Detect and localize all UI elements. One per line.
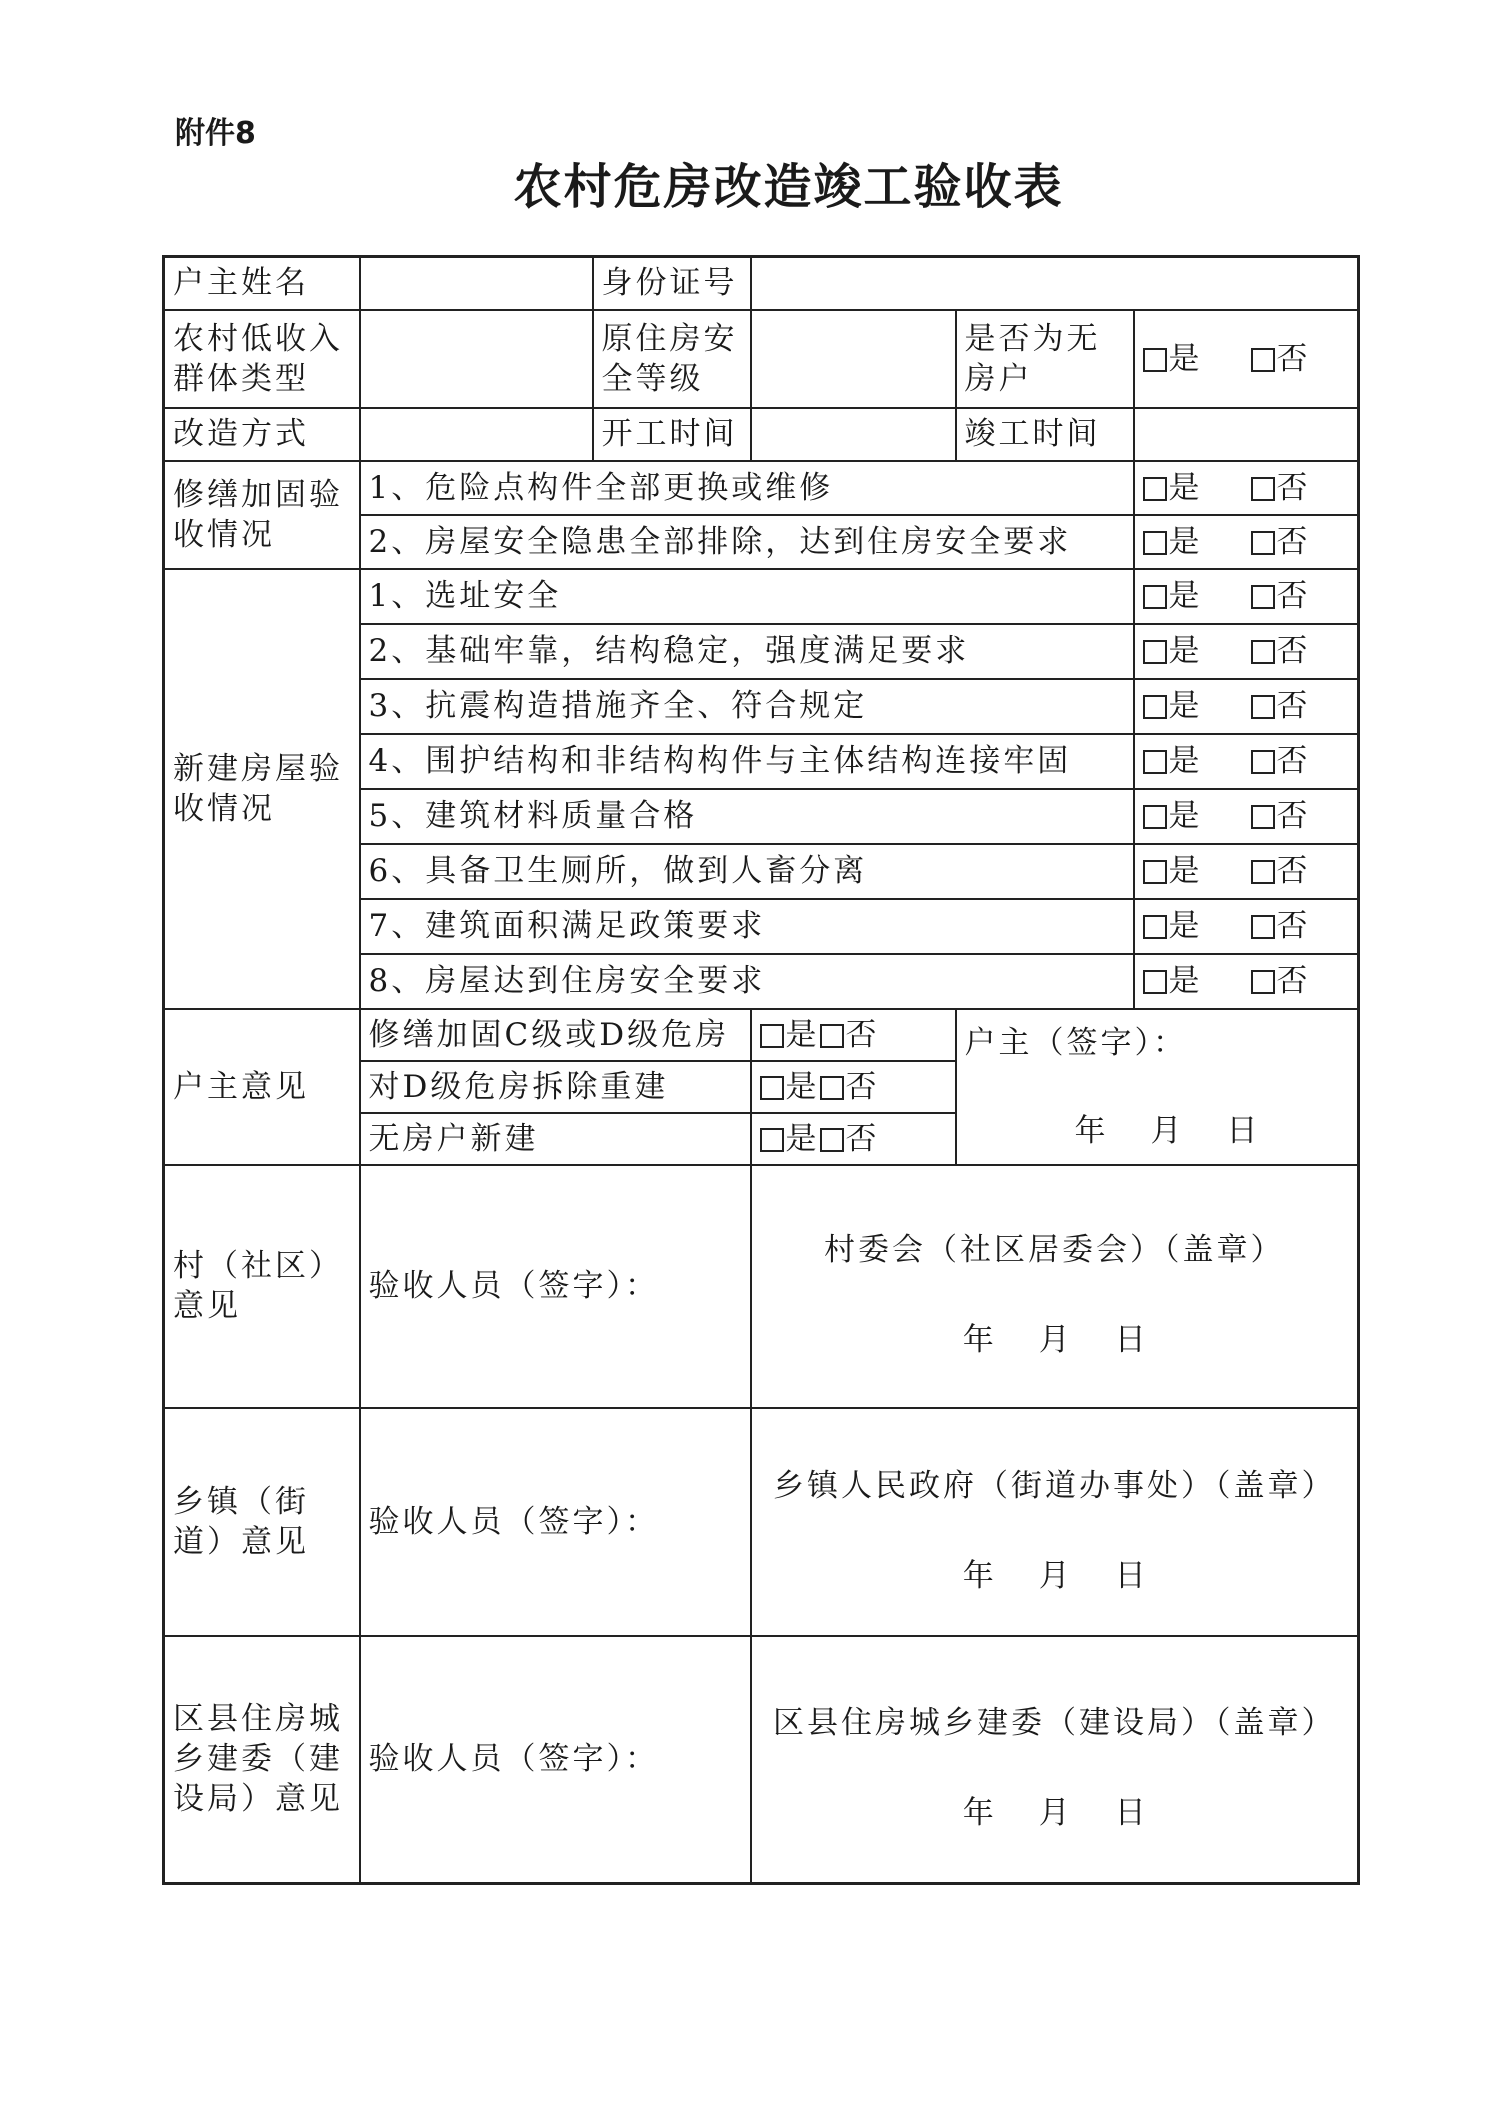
- checkbox[interactable]: [1143, 531, 1167, 555]
- owner-opinion-choice: [751, 1061, 956, 1113]
- newbuild-item: 4、围护结构和非结构构件与主体结构连接牢固: [360, 734, 1134, 789]
- newbuild-item-choice: [1134, 734, 1359, 789]
- owner-opinion-label: 户主意见: [164, 1009, 360, 1165]
- checkbox[interactable]: [760, 1128, 784, 1152]
- village-row: [164, 1165, 1359, 1408]
- id-number-label: 身份证号: [593, 257, 751, 310]
- checkbox[interactable]: [1143, 805, 1167, 829]
- checkbox[interactable]: [1251, 348, 1275, 372]
- end-time-label: 竣工时间: [956, 408, 1134, 461]
- town-stamp-label: 乡镇人民政府（街道办事处）（盖章）: [773, 1467, 1336, 1504]
- group-type-label: 农村低收入群体类型: [164, 310, 360, 408]
- checkbox[interactable]: [1251, 915, 1275, 939]
- village-label: 村（社区）意见: [164, 1165, 360, 1408]
- checkbox[interactable]: [1251, 640, 1275, 664]
- no-house-label: 是否为无房户: [956, 310, 1134, 408]
- town-row: [164, 1408, 1359, 1636]
- yes-option[interactable]: 是: [1143, 522, 1203, 562]
- no-option[interactable]: 否: [1251, 741, 1311, 781]
- group-type-field[interactable]: [360, 310, 593, 408]
- owner-opinion-item: 修缮加固C级或D级危房: [360, 1009, 751, 1061]
- checkbox[interactable]: [1251, 805, 1275, 829]
- checkbox[interactable]: [1143, 585, 1167, 609]
- repair-label: 修缮加固验收情况: [164, 461, 360, 569]
- yes-option[interactable]: 是: [760, 1067, 820, 1107]
- town-label: 乡镇（街道）意见: [164, 1408, 360, 1636]
- checkbox[interactable]: [1143, 477, 1167, 501]
- yes-option[interactable]: 是: [1143, 686, 1203, 726]
- owner-signature-cell[interactable]: [956, 1009, 1359, 1165]
- newbuild-item: 3、抗震构造措施齐全、符合规定: [360, 679, 1134, 734]
- no-option[interactable]: 否: [1251, 961, 1311, 1001]
- newbuild-item-choice: [1134, 844, 1359, 899]
- acceptance-form-table: [162, 255, 1360, 1885]
- yes-option[interactable]: 是: [1143, 851, 1203, 891]
- newbuild-item: 6、具备卫生厕所，做到人畜分离: [360, 844, 1134, 899]
- yes-option[interactable]: 是: [1143, 576, 1203, 616]
- county-stamp-label: 区县住房城乡建委（建设局）（盖章）: [773, 1705, 1336, 1742]
- method-field[interactable]: [360, 408, 593, 461]
- repair-item: 2、房屋安全隐患全部排除，达到住房安全要求: [360, 515, 1134, 569]
- yes-option[interactable]: 是: [1143, 961, 1203, 1001]
- newbuild-item: 2、基础牢靠，结构稳定，强度满足要求: [360, 624, 1134, 679]
- yes-option[interactable]: 是: [760, 1119, 820, 1159]
- county-date: 年 月 日: [962, 1795, 1146, 1832]
- attachment-label: 附件8: [175, 116, 256, 151]
- newbuild-item: 1、选址安全: [360, 569, 1134, 624]
- row-owner: [164, 257, 1359, 310]
- yes-option[interactable]: 是: [760, 1015, 820, 1055]
- owner-opinion-choice: [751, 1113, 956, 1165]
- start-time-field[interactable]: [751, 408, 956, 461]
- no-option[interactable]: 否: [1251, 851, 1311, 891]
- repair-row: [164, 461, 1359, 515]
- village-inspector-signature[interactable]: 验收人员（签字）：: [360, 1165, 751, 1408]
- no-option[interactable]: 否: [1251, 522, 1311, 562]
- owner-opinion-row: [164, 1009, 1359, 1061]
- checkbox[interactable]: [1143, 970, 1167, 994]
- id-number-field[interactable]: [751, 257, 1359, 310]
- newbuild-item-choice: [1134, 954, 1359, 1009]
- owner-signature-label: 户主（签字）：: [964, 1024, 1187, 1061]
- no-house-choice: [1134, 310, 1359, 408]
- end-time-field[interactable]: [1134, 408, 1359, 461]
- yes-option[interactable]: 是: [1143, 906, 1203, 946]
- county-inspector-signature[interactable]: 验收人员（签字）：: [360, 1636, 751, 1884]
- owner-opinion-choice: [751, 1009, 956, 1061]
- newbuild-item: 5、建筑材料质量合格: [360, 789, 1134, 844]
- town-date: 年 月 日: [962, 1557, 1146, 1594]
- newbuild-item-choice: [1134, 624, 1359, 679]
- no-option[interactable]: 否: [820, 1119, 880, 1159]
- no-option[interactable]: 否: [1251, 631, 1311, 671]
- start-time-label: 开工时间: [593, 408, 751, 461]
- county-stamp-cell[interactable]: [751, 1636, 1359, 1884]
- newbuild-item: 7、建筑面积满足政策要求: [360, 899, 1134, 954]
- row-group: [164, 310, 1359, 408]
- yes-option[interactable]: 是: [1143, 631, 1203, 671]
- county-label: 区县住房城乡建委（建设局）意见: [164, 1636, 360, 1884]
- no-option[interactable]: 否: [1251, 339, 1311, 379]
- yes-option[interactable]: 是: [1143, 741, 1203, 781]
- county-row: [164, 1636, 1359, 1884]
- newbuild-item-choice: [1134, 569, 1359, 624]
- checkbox[interactable]: [1251, 477, 1275, 501]
- checkbox[interactable]: [1143, 915, 1167, 939]
- yes-option[interactable]: 是: [1143, 339, 1203, 379]
- method-label: 改造方式: [164, 408, 360, 461]
- checkbox[interactable]: [760, 1076, 784, 1100]
- safety-level-label: 原住房安全等级: [593, 310, 751, 408]
- newbuild-item-choice: [1134, 899, 1359, 954]
- row-method: [164, 408, 1359, 461]
- no-option[interactable]: 否: [820, 1015, 880, 1055]
- owner-date: 年 月 日: [1074, 1112, 1258, 1149]
- checkbox[interactable]: [1251, 970, 1275, 994]
- page-title: 农村危房改造竣工验收表: [513, 159, 1064, 215]
- checkbox[interactable]: [1143, 860, 1167, 884]
- village-stamp-cell[interactable]: [751, 1165, 1359, 1408]
- repair-item-choice: [1134, 515, 1359, 569]
- no-option[interactable]: 否: [1251, 686, 1311, 726]
- no-option[interactable]: 否: [1251, 576, 1311, 616]
- newbuild-row: [164, 569, 1359, 624]
- checkbox[interactable]: [1251, 860, 1275, 884]
- newbuild-item-choice: [1134, 789, 1359, 844]
- checkbox[interactable]: [820, 1076, 844, 1100]
- newbuild-item-choice: [1134, 679, 1359, 734]
- repair-item-choice: [1134, 461, 1359, 515]
- checkbox[interactable]: [820, 1024, 844, 1048]
- checkbox[interactable]: [1251, 750, 1275, 774]
- village-date: 年 月 日: [962, 1322, 1146, 1358]
- owner-name-field[interactable]: [360, 257, 593, 310]
- checkbox[interactable]: [820, 1128, 844, 1152]
- yes-option[interactable]: 是: [1143, 796, 1203, 836]
- checkbox[interactable]: [1143, 750, 1167, 774]
- checkbox[interactable]: [1251, 531, 1275, 555]
- checkbox[interactable]: [1251, 585, 1275, 609]
- repair-item: 1、危险点构件全部更换或维修: [360, 461, 1134, 515]
- town-stamp-cell[interactable]: [751, 1408, 1359, 1636]
- no-option[interactable]: 否: [1251, 468, 1311, 508]
- checkbox[interactable]: [1143, 348, 1167, 372]
- owner-opinion-item: 对D级危房拆除重建: [360, 1061, 751, 1113]
- safety-level-field[interactable]: [751, 310, 956, 408]
- town-inspector-signature[interactable]: 验收人员（签字）：: [360, 1408, 751, 1636]
- owner-opinion-item: 无房户新建: [360, 1113, 751, 1165]
- village-stamp-label: 村委会（社区居委会）（盖章）: [824, 1232, 1285, 1268]
- yes-option[interactable]: 是: [1143, 468, 1203, 508]
- checkbox[interactable]: [1143, 640, 1167, 664]
- no-option[interactable]: 否: [820, 1067, 880, 1107]
- no-option[interactable]: 否: [1251, 796, 1311, 836]
- owner-name-label: 户主姓名: [164, 257, 360, 310]
- no-option[interactable]: 否: [1251, 906, 1311, 946]
- checkbox[interactable]: [1251, 695, 1275, 719]
- checkbox[interactable]: [760, 1024, 784, 1048]
- newbuild-label: 新建房屋验收情况: [164, 569, 360, 1009]
- checkbox[interactable]: [1143, 695, 1167, 719]
- newbuild-item: 8、房屋达到住房安全要求: [360, 954, 1134, 1009]
